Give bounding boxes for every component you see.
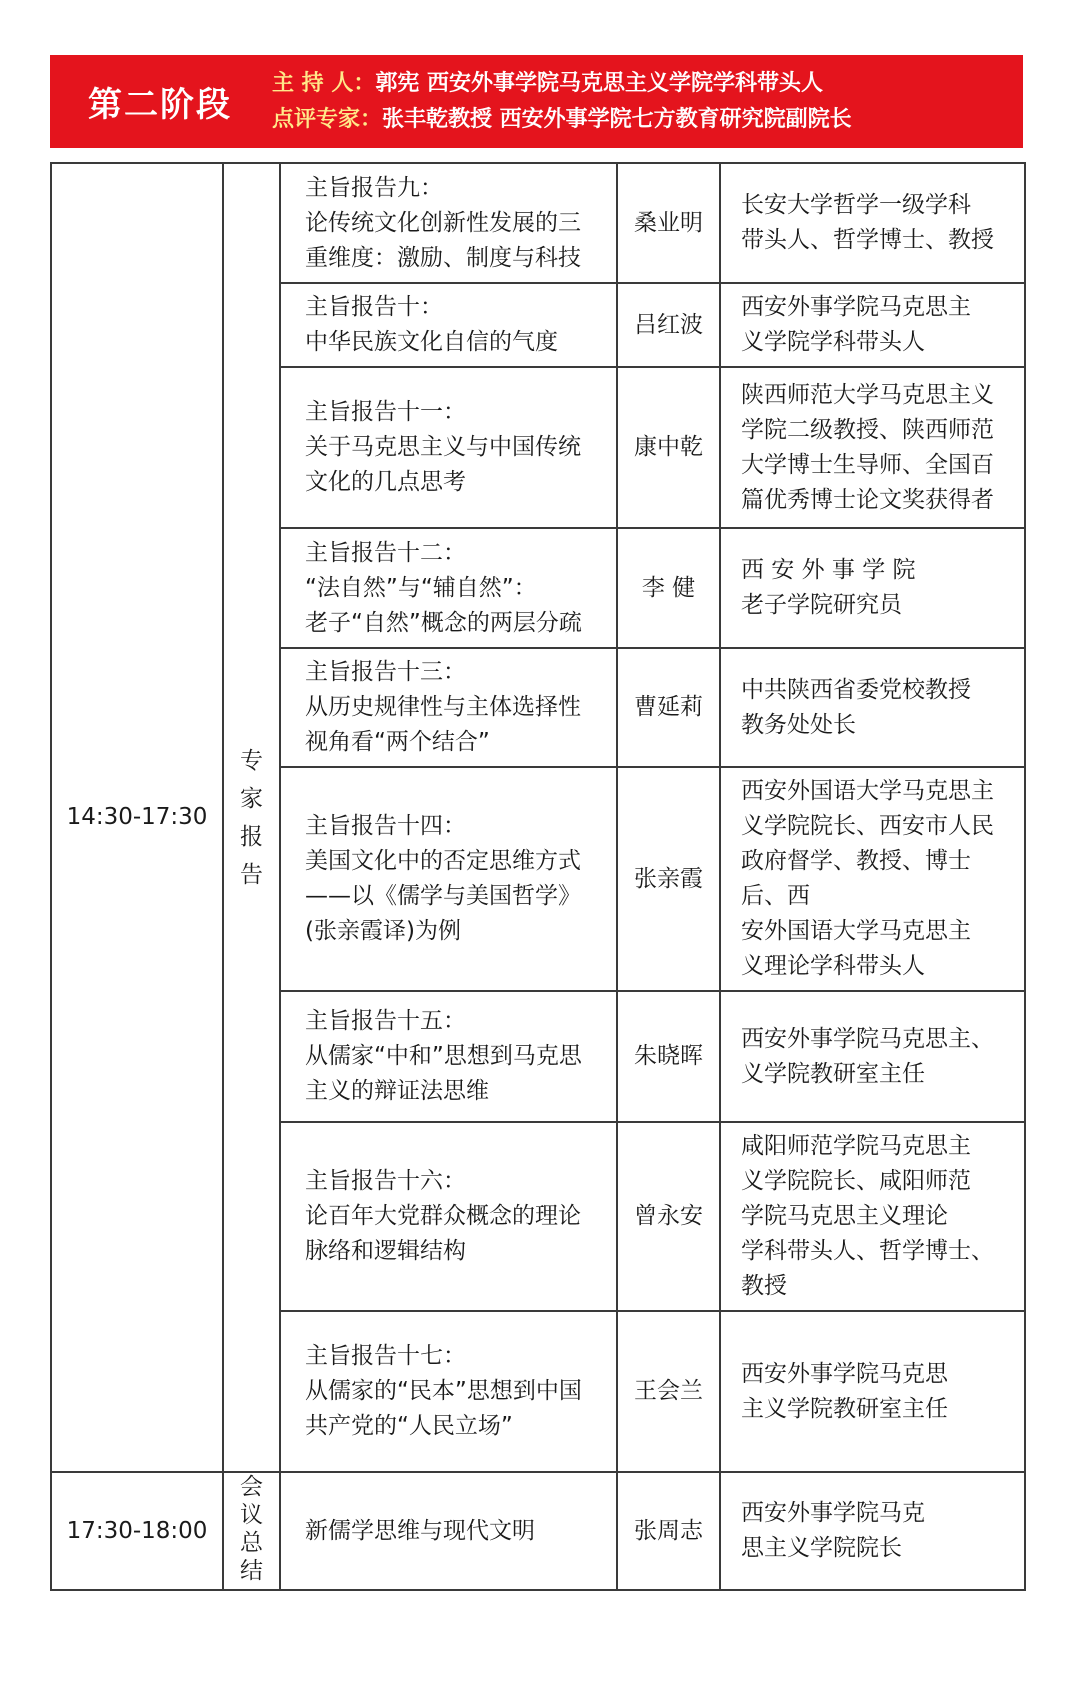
report-title: “法自然”与“辅自然”： 老子“自然”概念的两层分疏 [305,574,582,636]
report-topic [280,528,617,648]
table-row [51,163,1025,283]
speaker-name: 朱晓晖 [617,991,720,1122]
report-title: 论百年大党群众概念的理论 脉络和逻辑结构 [305,1203,581,1264]
speaker-name: 李 健 [617,528,720,648]
report-topic [280,1311,617,1472]
speaker-affiliation: 陕西师范大学马克思主义 学院二级教授、陕西师范 大学博士生导师、全国百 篇优秀博士论文奖获得者 [720,367,1025,528]
report-topic [280,283,617,367]
speaker-name: 张亲霞 [617,767,720,991]
report-label: 主旨报告十四： [305,813,466,839]
section-label [223,163,280,1472]
host-label: 主 持 人： [272,70,376,96]
report-label: 主旨报告十六： [305,1168,466,1194]
speaker-name: 桑业明 [617,163,720,283]
speaker-affiliation: 西安外事学院马克思主、 义学院教研室主任 [720,991,1025,1122]
time-slot: 17:30-18:00 [51,1472,223,1590]
schedule-table [50,162,1026,1591]
report-label: 主旨报告十三： [305,659,466,685]
report-label: 主旨报告十一： [305,399,466,425]
speaker-affiliation: 西 安 外 事 学 院 老子学院研究员 [720,528,1025,648]
report-title: 中华民族文化自信的气度 [305,329,558,355]
reviewer-line [272,102,852,138]
report-topic [280,367,617,528]
speaker-affiliation: 西安外事学院马克思主 义学院学科带头人 [720,283,1025,367]
report-title: 关于马克思主义与中国传统 文化的几点思考 [305,434,581,495]
stage-title: 第二阶段 [88,85,232,125]
host-line [272,66,852,102]
report-title: 从历史规律性与主体选择性 视角看“两个结合” [305,694,581,755]
report-title: 从儒家的“民本”思想到中国 共产党的“人民立场” [305,1378,582,1439]
section-label-text: 专家报告 [240,747,263,888]
reviewer-label: 点评专家： [272,106,383,132]
time-slot: 14:30-17:30 [51,163,223,1472]
speaker-affiliation: 长安大学哲学一级学科 带头人、哲学博士、教授 [720,163,1025,283]
speaker-name: 王会兰 [617,1311,720,1472]
speaker-name: 吕红波 [617,283,720,367]
reviewer-value: 张丰乾教授 西安外事学院七方教育研究院副院长 [382,106,852,132]
report-topic [280,163,617,283]
section-label [223,1472,280,1590]
speaker-affiliation: 西安外事学院马克思 主义学院教研室主任 [720,1311,1025,1472]
speaker-name: 曾永安 [617,1122,720,1311]
speaker-affiliation: 咸阳师范学院马克思主 义学院院长、咸阳师范 学院马克思主义理论 学科带头人、哲学博士、 教授 [720,1122,1025,1311]
report-label: 主旨报告十二： [305,539,466,566]
report-label: 主旨报告十： [305,294,443,320]
speaker-name: 张周志 [617,1472,720,1590]
report-title: 从儒家“中和”思想到马克思 主义的辩证法思维 [305,1043,582,1104]
speaker-affiliation: 中共陕西省委党校教授 教务处处长 [720,648,1025,767]
report-topic [280,767,617,991]
report-title: 美国文化中的否定思维方式 ——以《儒学与美国哲学》 (张亲霞译)为例 [305,848,581,944]
table-row [51,1472,1025,1590]
host-info [272,66,852,138]
report-topic [280,991,617,1122]
section-label-text: 会议总结 [240,1474,263,1584]
speaker-affiliation: 西安外国语大学马克思主 义学院院长、西安市人民 政府督学、教授、博士后、西 安外国语大学马克思主 义理论学科带头人 [720,767,1025,991]
closing-title: 新儒学思维与现代文明 [305,1517,535,1544]
closing-topic [280,1472,617,1590]
report-title: 论传统文化创新性发展的三 重维度：激励、制度与科技 [305,209,581,271]
host-value: 郭宪 西安外事学院马克思主义学院学科带头人 [375,70,823,96]
speaker-name: 康中乾 [617,367,720,528]
report-label: 主旨报告十七： [305,1343,466,1369]
speaker-name: 曹延莉 [617,648,720,767]
report-label: 主旨报告九： [305,174,443,201]
report-label: 主旨报告十五： [305,1008,466,1034]
stage-banner [50,55,1023,148]
report-topic [280,1122,617,1311]
report-topic [280,648,617,767]
speaker-affiliation: 西安外事学院马克 思主义学院院长 [720,1472,1025,1590]
